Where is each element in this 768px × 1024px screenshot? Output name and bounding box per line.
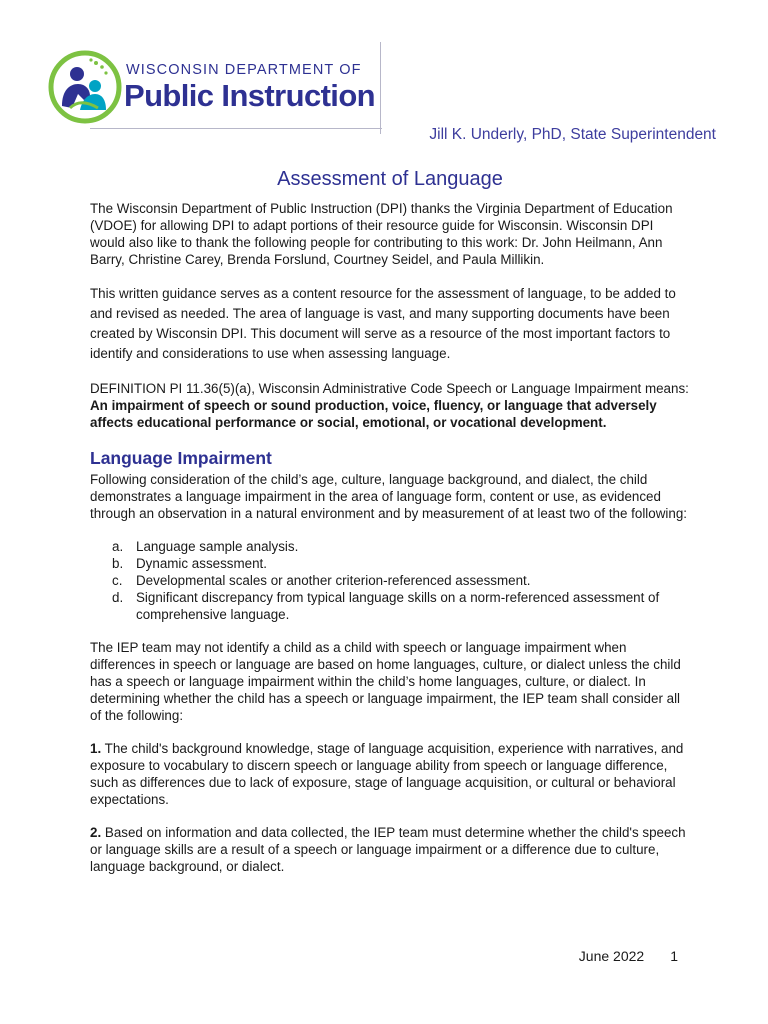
purpose-paragraph: This written guidance serves as a content resource for the assessment of language, to be added to and revised as needed. The area of language is vast, and many supporting documents have been created by Wisconsin DPI. This document will serve as a resource of the most important factors to identify and considerations to use when assessing language. <box>90 286 676 361</box>
org-name-line2: Public Instruction <box>124 78 375 113</box>
superintendent-name: Jill K. Underly, PhD, State Superintendent <box>429 126 716 143</box>
document-title: Assessment of Language <box>277 168 503 190</box>
footer-date: June 2022 <box>578 948 645 964</box>
list-item <box>112 572 690 589</box>
dpi-family-logo-icon <box>48 50 122 124</box>
list-item <box>112 538 690 555</box>
acknowledgement-paragraph: The Wisconsin Department of Public Instruction (DPI) thanks the Virginia Department of Education (VDOE) for allowing DPI to adapt portions of their resource guide for Wisconsin. Wisconsin DPI would also like to thank the following people for contributing to this work: Dr. John Heilmann, Ann Barry, Christine Carey, Brenda Forslund, Courtney Seidel, and Paula Millikin. <box>90 201 673 267</box>
list-item <box>112 555 690 572</box>
header-divider-vertical <box>380 42 381 134</box>
list-marker: d. <box>112 590 124 605</box>
definition-paragraph <box>90 380 690 431</box>
assessment-list <box>90 538 690 623</box>
list-text: Significant discrepancy from typical language skills on a norm-referenced assessment of comprehensive language. <box>136 590 660 622</box>
list-marker: a. <box>112 539 124 554</box>
iep-team-paragraph: The IEP team may not identify a child as a child with speech or language impairment when differences in speech or language are based on home languages, culture, or dialect unless the child has a speech or language impairment within the child’s home languages, culture, or dialect. In determining whether the child has a speech or language impairment, the IEP team shall consider all of the following: <box>90 640 681 723</box>
document-body <box>90 166 690 891</box>
item-text: Based on information and data collected, the IEP team must determine whether the child's speech or language skills are a result of a speech or language impairment or a difference due to culture, language background, or dialect. <box>90 825 686 874</box>
org-name-line1: WISCONSIN DEPARTMENT OF <box>126 62 362 78</box>
item-text: The child's background knowledge, stage of language acquisition, experience with narratives, and exposure to vocabulary to discern speech or language ability from speech or language difference, such as differences due to lack of exposure, stage of language acquisition, or cultural or behavioral expectations. <box>90 741 684 807</box>
definition-lead: DEFINITION PI 11.36(5)(a), Wisconsin Administrative Code Speech or Language Impairment means: <box>90 381 689 396</box>
list-marker: b. <box>112 556 124 571</box>
list-text: Developmental scales or another criterion-referenced assessment. <box>136 573 531 588</box>
page-footer <box>579 948 678 964</box>
list-text: Language sample analysis. <box>136 539 299 554</box>
definition-bold: An impairment of speech or sound production, voice, fluency, or language that adversely affects educational performance or social, emotional, or vocational development. <box>90 398 657 430</box>
list-text: Dynamic assessment. <box>136 556 267 571</box>
header-divider-horizontal <box>90 128 382 129</box>
criteria-paragraph: Following consideration of the child’s age, culture, language background, and dialect, the child demonstrates a language impairment in the area of language form, content or use, as evidenced through an observation in a natural environment and by measurement of at least two of the following: <box>90 472 687 521</box>
item-number: 1. <box>90 741 102 756</box>
page-number: 1 <box>670 948 678 964</box>
dpi-logo <box>48 50 380 130</box>
list-item <box>112 589 690 623</box>
consideration-item-2 <box>90 824 690 875</box>
item-number: 2. <box>90 825 102 840</box>
section-heading-language-impairment: Language Impairment <box>90 448 272 468</box>
list-marker: c. <box>112 573 123 588</box>
consideration-item-1 <box>90 740 690 808</box>
